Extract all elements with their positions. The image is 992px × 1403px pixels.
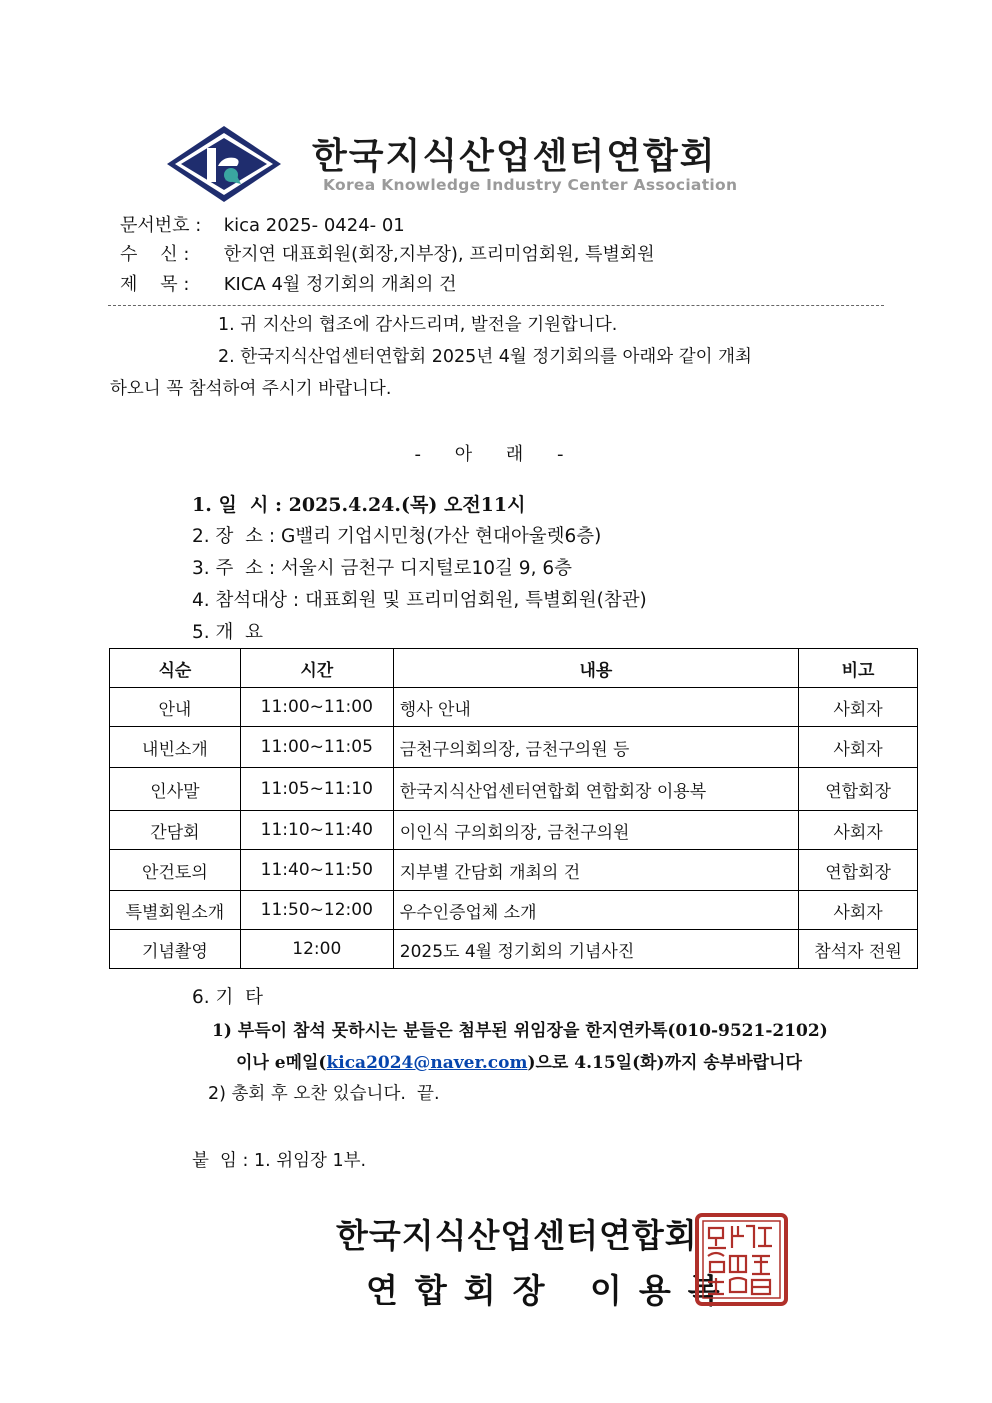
header-remarks: 비고 xyxy=(799,649,918,688)
cell-order: 간담회 xyxy=(110,811,241,850)
cell-time: 11:50~12:00 xyxy=(240,891,393,930)
email-link[interactable]: kica2024@naver.com xyxy=(326,1053,528,1073)
schedule-header-row xyxy=(110,649,918,688)
header-time: 시간 xyxy=(240,649,393,688)
header-order: 식순 xyxy=(110,649,241,688)
header-content: 내용 xyxy=(393,649,798,688)
doc-number-row xyxy=(120,211,405,237)
item-date: 1. 일 시 : 2025.4.24.(목) 오전11시 xyxy=(192,494,526,516)
cell-time: 11:10~11:40 xyxy=(240,811,393,850)
note-1-post: )으로 4.15일(화)까지 송부바랍니다 xyxy=(527,1053,802,1073)
cell-order: 안내 xyxy=(110,688,241,727)
recipient-row xyxy=(120,240,655,266)
subject-value: KICA 4월 정기회의 개최의 건 xyxy=(223,274,457,295)
cell-remarks: 사회자 xyxy=(799,727,918,768)
paragraph-2-line-1: 2. 한국지식산업센터연합회 2025년 4월 정기회의를 아래와 같이 개최 xyxy=(218,347,752,367)
cell-content: 금천구의회의장, 금천구의원 등 xyxy=(393,727,798,768)
item-place: 2. 장 소 : G밸리 기업시민청(가산 현대아울렛6층) xyxy=(192,526,602,547)
item-address: 3. 주 소 : 서울시 금천구 디지털로10길 9, 6층 xyxy=(192,558,572,579)
org-name-english: Korea Knowledge Industry Center Association xyxy=(323,176,738,194)
note-1-pre: 이나 e메일( xyxy=(236,1053,327,1073)
kica-logo-emblem xyxy=(165,124,283,204)
item-outline: 5. 개 요 xyxy=(192,622,264,643)
signature-org: 한국지식산업센터연합회 xyxy=(336,1216,698,1255)
below-title: - 아 래 - xyxy=(414,444,578,465)
table-row xyxy=(110,930,918,969)
header-divider xyxy=(108,305,884,306)
cell-order: 인사말 xyxy=(110,768,241,811)
item-attendees: 4. 참석대상 : 대표회원 및 프리미엄회원, 특별회원(참관) xyxy=(192,590,647,611)
cell-remarks: 연합회장 xyxy=(799,768,918,811)
doc-number-label: 문서번호 : xyxy=(120,215,202,236)
doc-number-value: kica 2025- 0424- 01 xyxy=(223,215,405,236)
cell-content: 행사 안내 xyxy=(393,688,798,727)
cell-content: 이인식 구의회의장, 금천구의원 xyxy=(393,811,798,850)
cell-content: 2025도 4월 정기회의 기념사진 xyxy=(393,930,798,969)
cell-time: 11:00~11:05 xyxy=(240,727,393,768)
cell-order: 특별회원소개 xyxy=(110,891,241,930)
schedule-table xyxy=(109,648,918,969)
cell-remarks: 참석자 전원 xyxy=(799,930,918,969)
table-row xyxy=(110,811,918,850)
subject-label: 제 목 : xyxy=(120,274,190,295)
cell-content: 우수인증업체 소개 xyxy=(393,891,798,930)
recipient-label: 수 신 : xyxy=(120,244,190,265)
cell-order: 기념촬영 xyxy=(110,930,241,969)
cell-time: 11:00~11:00 xyxy=(240,688,393,727)
cell-content: 지부별 간담회 개최의 건 xyxy=(393,850,798,891)
note-1-line-2 xyxy=(236,1048,802,1073)
paragraph-2-line-2: 하오니 꼭 참석하여 주시기 바랍니다. xyxy=(110,379,392,399)
table-row xyxy=(110,688,918,727)
official-seal-stamp xyxy=(694,1212,789,1307)
paragraph-1: 1. 귀 지산의 협조에 감사드리며, 발전을 기원합니다. xyxy=(218,315,618,335)
table-row xyxy=(110,727,918,768)
subject-row xyxy=(120,270,457,296)
cell-remarks: 연합회장 xyxy=(799,850,918,891)
cell-time: 11:05~11:10 xyxy=(240,768,393,811)
note-2: 2) 총회 후 오찬 있습니다. 끝. xyxy=(208,1084,440,1104)
cell-content: 한국지식산업센터연합회 연합회장 이용복 xyxy=(393,768,798,811)
cell-remarks: 사회자 xyxy=(799,891,918,930)
org-name-korean: 한국지식산업센터연합회 xyxy=(312,136,717,177)
table-row xyxy=(110,891,918,930)
signature-title-name: 연합회장 이용복 xyxy=(366,1271,737,1310)
cell-order: 안건토의 xyxy=(110,850,241,891)
note-1-line-1: 1) 부득이 참석 못하시는 분들은 첨부된 위임장을 한지연카톡(010-9521-2102) xyxy=(212,1021,828,1041)
cell-order: 내빈소개 xyxy=(110,727,241,768)
recipient-value: 한지연 대표회원(회장,지부장), 프리미엄회원, 특별회원 xyxy=(223,244,655,265)
cell-remarks: 사회자 xyxy=(799,688,918,727)
table-row xyxy=(110,850,918,891)
attachment-line: 붙 임 : 1. 위임장 1부. xyxy=(192,1151,367,1171)
cell-remarks: 사회자 xyxy=(799,811,918,850)
table-row xyxy=(110,768,918,811)
cell-time: 11:40~11:50 xyxy=(240,850,393,891)
etc-title: 6. 기 타 xyxy=(192,987,264,1008)
cell-time: 12:00 xyxy=(240,930,393,969)
